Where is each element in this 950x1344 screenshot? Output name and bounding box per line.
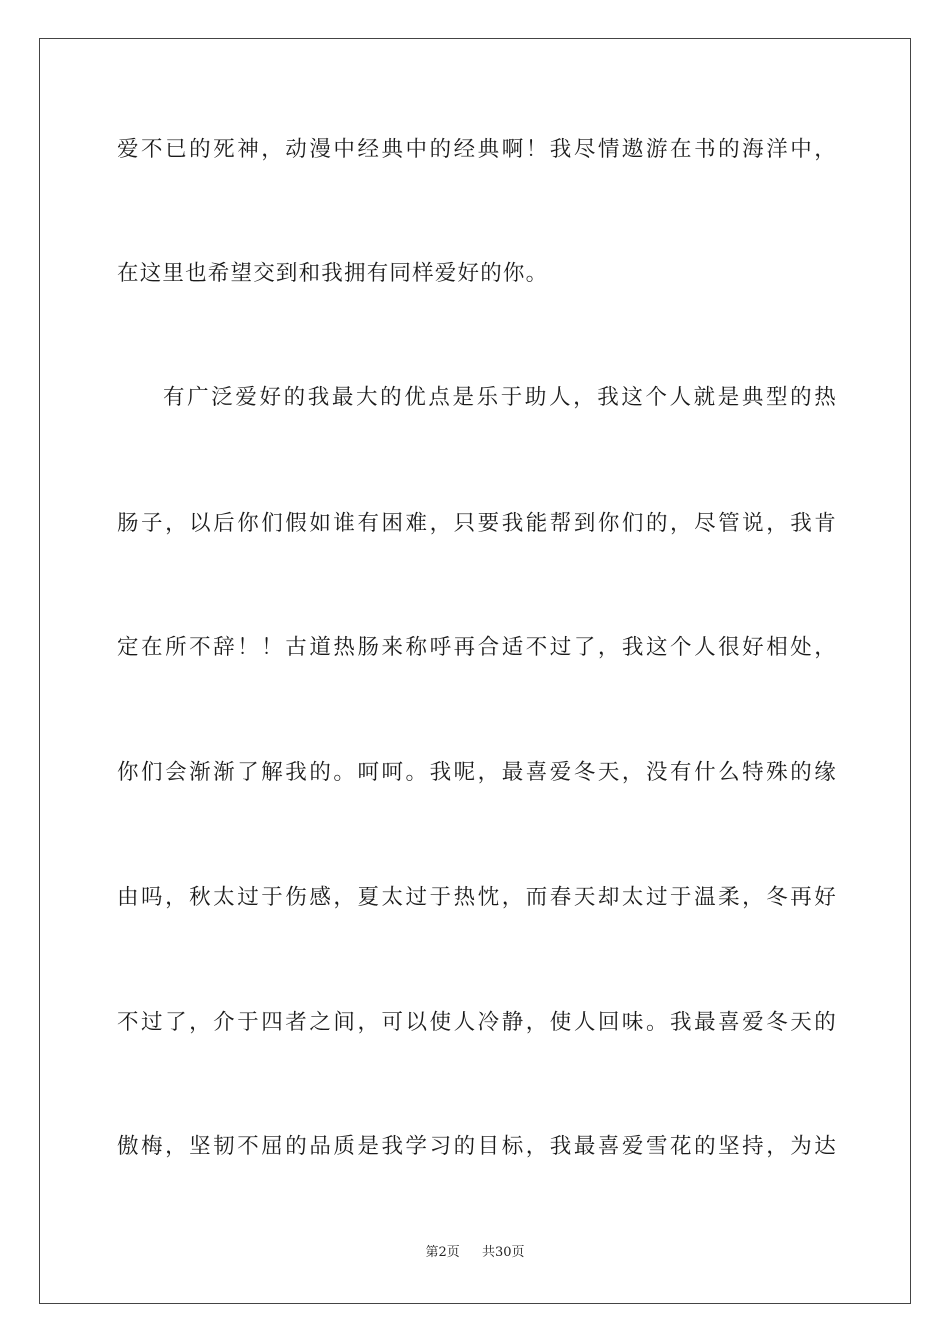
text-line-2: 在这里也希望交到和我拥有同样爱好的你。 (117, 261, 549, 286)
text-line-1: 爱不已的死神，动漫中经典中的经典啊！我尽情遨游在书的海洋中， (117, 137, 837, 162)
text-line-9: 傲梅，坚韧不屈的品质是我学习的目标，我最喜爱雪花的坚持，为达 (117, 1134, 837, 1159)
text-line-8: 不过了，介于四者之间，可以使人冷静，使人回味。我最喜爱冬天的 (117, 1010, 837, 1035)
page-total: 共30页 (482, 1245, 525, 1260)
page-footer (0, 1244, 950, 1262)
page-border (39, 38, 911, 1304)
text-line-7: 由吗，秋太过于伤感，夏太过于热忱，而春天却太过于温柔，冬再好 (117, 885, 837, 910)
text-line-4: 肠子，以后你们假如谁有困难，只要我能帮到你们的，尽管说，我肯 (117, 511, 837, 536)
text-line-6: 你们会渐渐了解我的。呵呵。我呢，最喜爱冬天，没有什么特殊的缘 (117, 760, 837, 785)
text-line-5: 定在所不辞！！古道热肠来称呼再合适不过了，我这个人很好相处， (117, 635, 837, 660)
page-number: 第2页 (425, 1245, 460, 1260)
text-line-3: 有广泛爱好的我最大的优点是乐于助人，我这个人就是典型的热 (163, 385, 837, 410)
